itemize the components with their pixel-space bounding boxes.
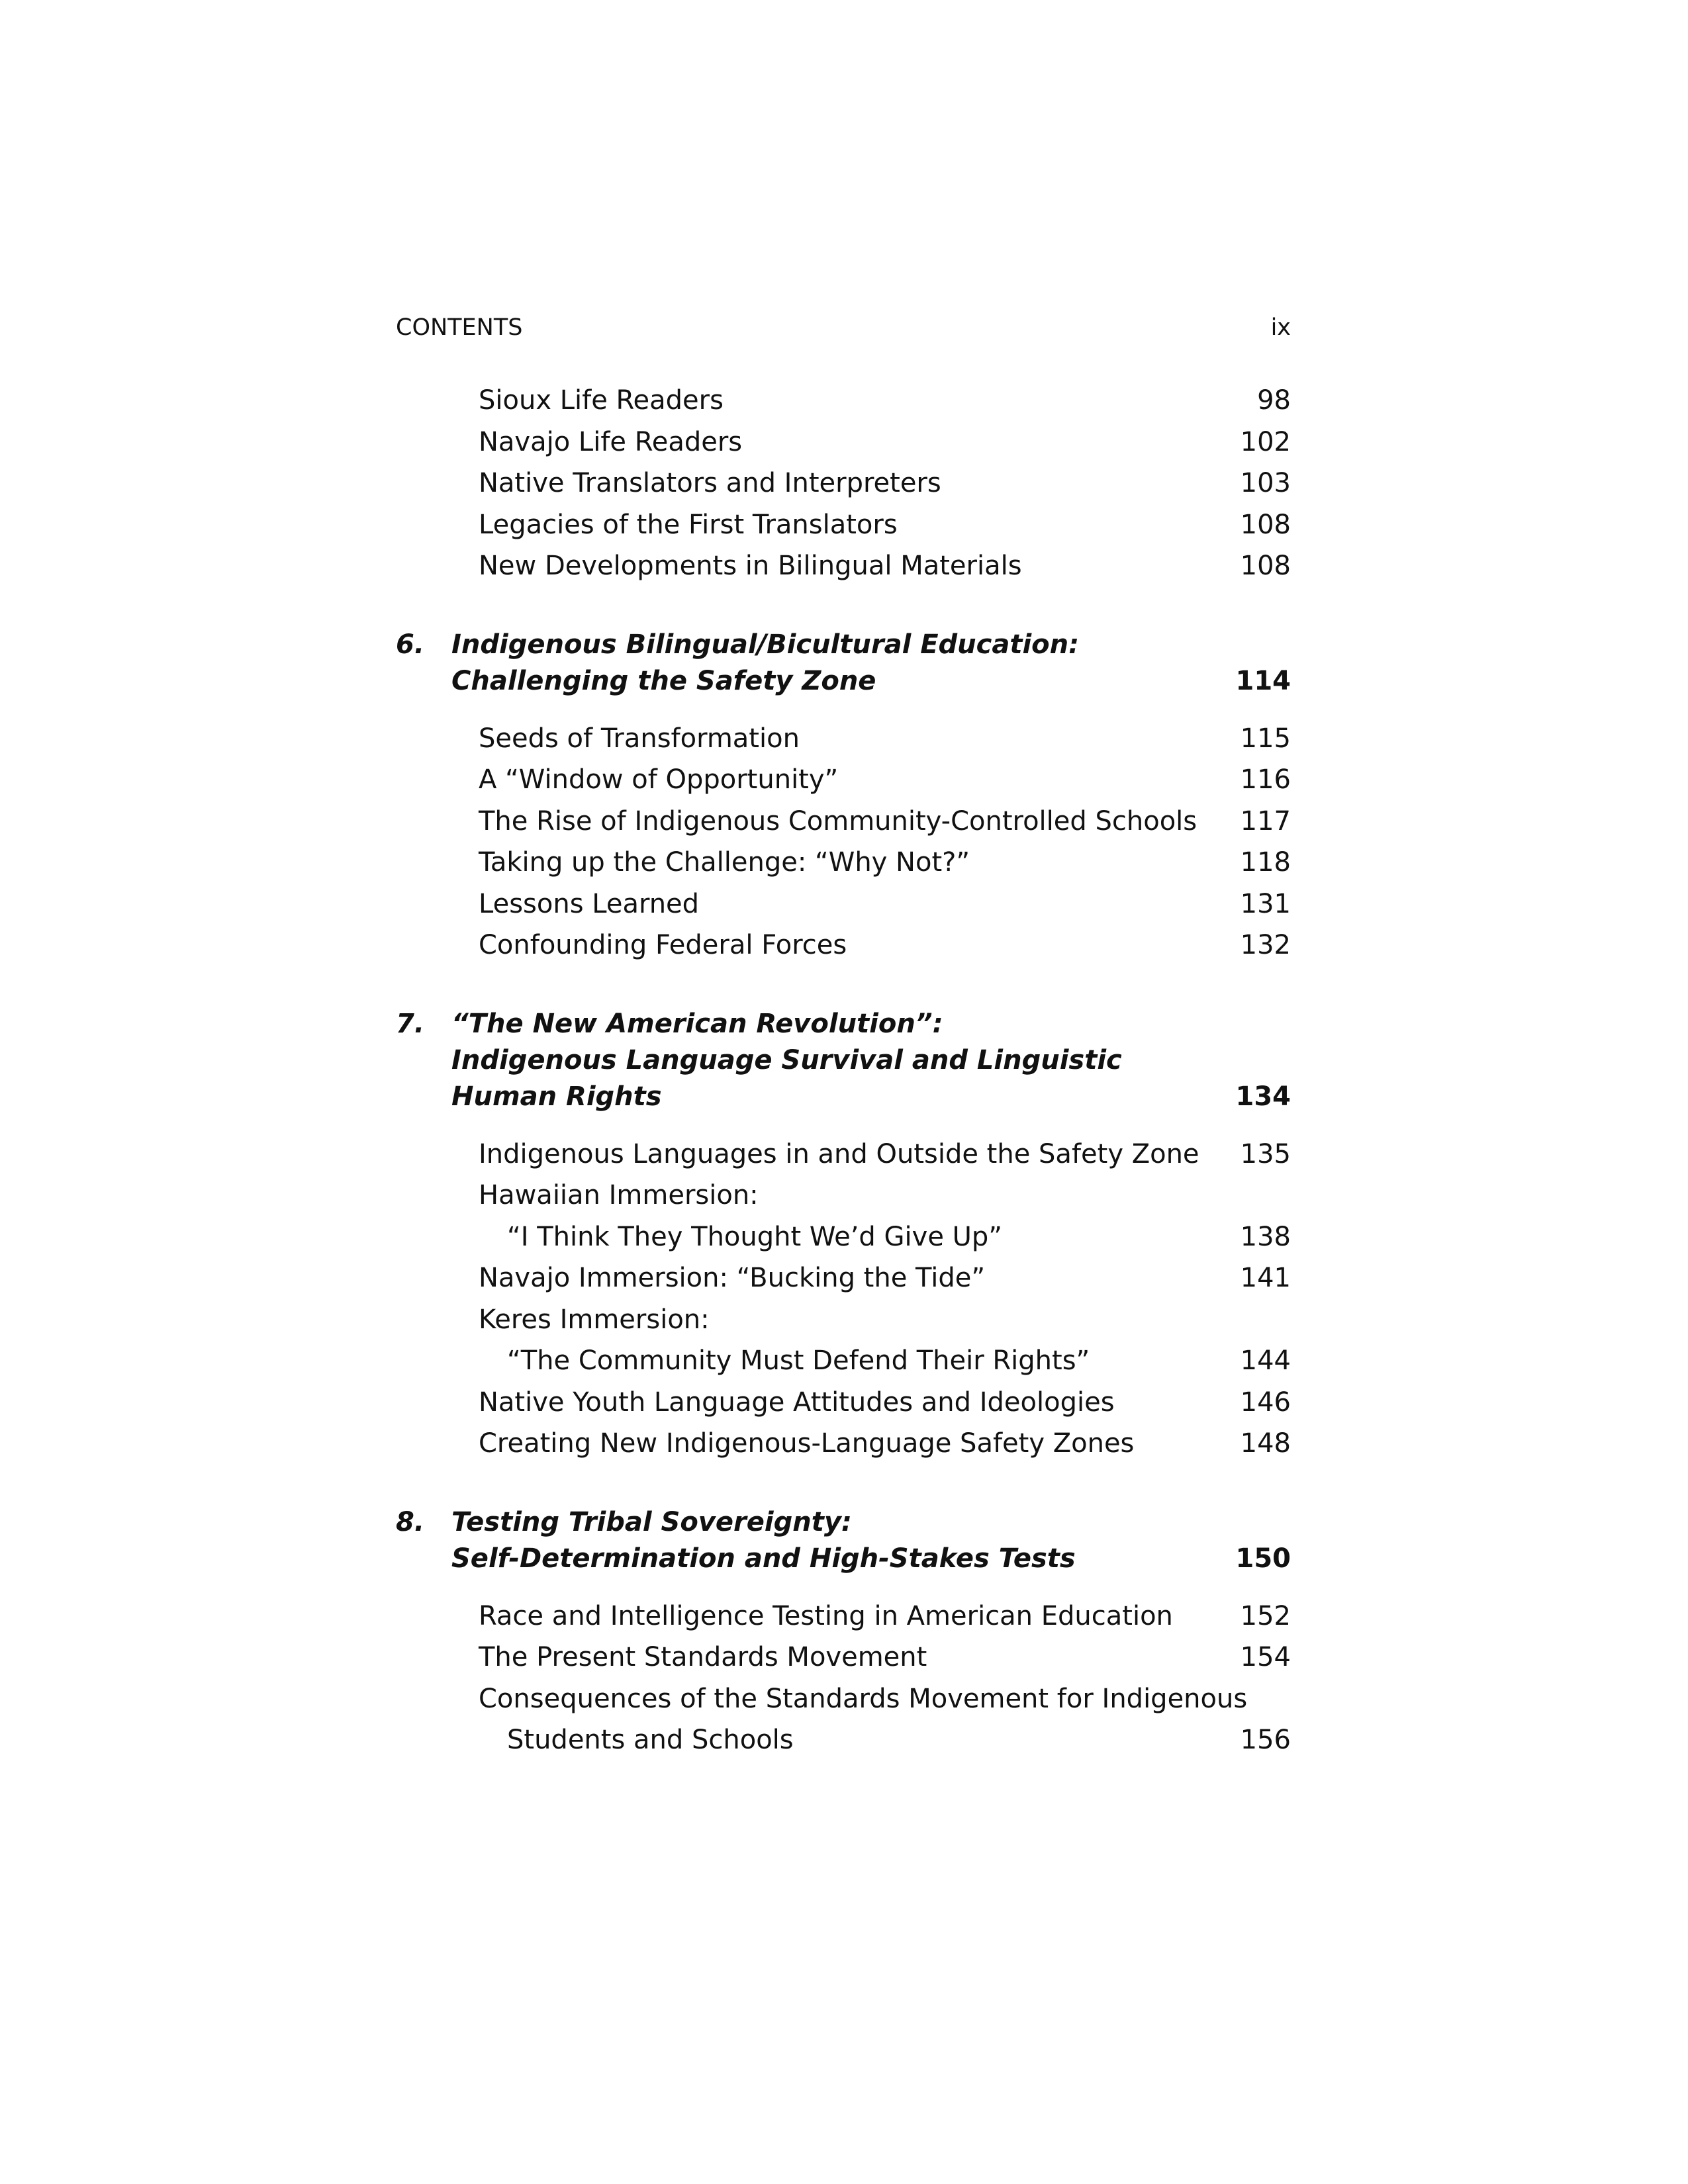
toc-entry[interactable] [396,1134,1291,1175]
running-head [396,311,1291,344]
toc-entry[interactable] [396,1340,1291,1382]
toc-entry-label: Taking up the Challenge: “Why Not?” [479,847,970,878]
toc-entry[interactable] [396,1257,1291,1299]
toc-entry-label: The Rise of Indigenous Community-Controlled Schools [479,805,1197,837]
toc-entry-label: Indigenous Languages in and Outside the Safety Zone [479,1138,1199,1169]
chapter-page: 114 [1235,665,1291,696]
toc-entry[interactable] [396,380,1291,422]
toc-entry[interactable] [396,1719,1291,1761]
running-head-title: CONTENTS [396,314,523,341]
toc-entry-page: 102 [1240,426,1291,457]
toc-entry-page: 138 [1240,1221,1291,1252]
toc-entry-page: 131 [1240,888,1291,919]
toc-entry[interactable] [396,545,1291,587]
chapter-8-heading[interactable] [396,1504,1291,1577]
toc-entry[interactable] [396,1382,1291,1424]
chapter-number: 7. [396,1008,425,1039]
toc-entry[interactable] [396,1637,1291,1678]
toc-entry-label: Native Translators and Interpreters [479,468,941,498]
toc-entry[interactable] [396,422,1291,463]
chapter-title-line: Indigenous Bilingual/Bicultural Education: [451,629,1080,660]
toc-entry-label: Race and Intelligence Testing in American Education [479,1600,1173,1631]
toc-entry-page: 144 [1240,1345,1291,1376]
toc-entry-page: 152 [1240,1600,1291,1631]
toc-entry[interactable] [396,1299,1291,1341]
toc-entry-label: Hawaiian Immersion: [479,1180,759,1210]
toc-entry[interactable] [396,759,1291,801]
page-number: ix [1270,314,1291,341]
toc-entry[interactable] [396,801,1291,842]
toc-entry[interactable] [396,1678,1291,1720]
toc-entry-page: 108 [1240,551,1291,581]
toc-entry-label: Native Youth Language Attitudes and Ideologies [479,1387,1115,1418]
toc-entry-label: Legacies of the First Translators [479,509,898,540]
toc-entry-label: Consequences of the Standards Movement for Indigenous [479,1683,1248,1714]
toc-entry-page: 154 [1240,1642,1291,1672]
toc-entry-page: 148 [1240,1428,1291,1459]
toc-entry-page: 98 [1257,385,1291,416]
chapter-title-line: “The New American Revolution”: [451,1008,943,1039]
toc-entry-label: Navajo Immersion: “Bucking the Tide” [479,1263,986,1293]
toc-entry-label: Navajo Life Readers [479,426,743,457]
toc-entry-label: Seeds of Transformation [479,723,800,754]
toc-entry-label: New Developments in Bilingual Materials [479,551,1022,581]
chapter-6-heading[interactable] [396,627,1291,700]
chapter-number: 8. [396,1506,425,1537]
toc-entry-page: 141 [1240,1263,1291,1293]
toc-entry-page: 156 [1240,1725,1291,1755]
toc-entry[interactable] [396,463,1291,504]
toc-entry[interactable] [396,842,1291,884]
toc-entry[interactable] [396,1423,1291,1465]
toc-entry[interactable] [396,1175,1291,1216]
toc-entry-page: 108 [1240,509,1291,540]
chapter-title-line: Challenging the Safety Zone [451,665,876,696]
toc-entry[interactable] [396,925,1291,966]
contents-page [396,311,1291,1761]
toc-entry-page: 103 [1240,468,1291,498]
toc-entry-label: Confounding Federal Forces [479,930,847,960]
toc-entry-label: The Present Standards Movement [479,1642,927,1672]
chapter-title-line: Indigenous Language Survival and Linguistic [451,1044,1122,1075]
toc-entry[interactable] [396,884,1291,925]
pre-section [396,380,1291,587]
toc-entry-label: “The Community Must Defend Their Rights” [507,1345,1090,1376]
toc-entry-label: Creating New Indigenous-Language Safety Zones [479,1428,1135,1459]
toc-entry-page: 146 [1240,1387,1291,1418]
chapter-7-entries [396,1134,1291,1465]
toc-entry[interactable] [396,718,1291,760]
chapter-title-line: Human Rights [451,1081,662,1112]
toc-entry[interactable] [396,1596,1291,1637]
toc-entry-label: Lessons Learned [479,888,700,919]
chapter-number: 6. [396,629,425,660]
toc-entry-page: 118 [1240,847,1291,878]
chapter-6-entries [396,718,1291,966]
chapter-page: 150 [1235,1543,1291,1574]
toc-entry-label: Sioux Life Readers [479,385,724,416]
toc-entry-label: “I Think They Thought We’d Give Up” [507,1221,1003,1252]
toc-entry-label: Students and Schools [507,1725,794,1755]
toc-entry-page: 115 [1240,723,1291,754]
toc-entry-page: 116 [1240,764,1291,795]
toc-entry-page: 117 [1240,805,1291,837]
toc-entry-page: 135 [1240,1138,1291,1169]
toc-entry-page: 132 [1240,930,1291,960]
chapter-title-line: Testing Tribal Sovereignty: [451,1506,852,1537]
toc-entry-label: Keres Immersion: [479,1304,710,1335]
toc-entry[interactable] [396,1216,1291,1258]
toc-entry-label: A “Window of Opportunity” [479,764,839,795]
chapter-7-heading[interactable] [396,1006,1291,1115]
toc-entry[interactable] [396,504,1291,546]
chapter-title-line: Self-Determination and High-Stakes Tests [451,1543,1076,1574]
chapter-page: 134 [1235,1081,1291,1112]
chapter-8-entries [396,1596,1291,1761]
